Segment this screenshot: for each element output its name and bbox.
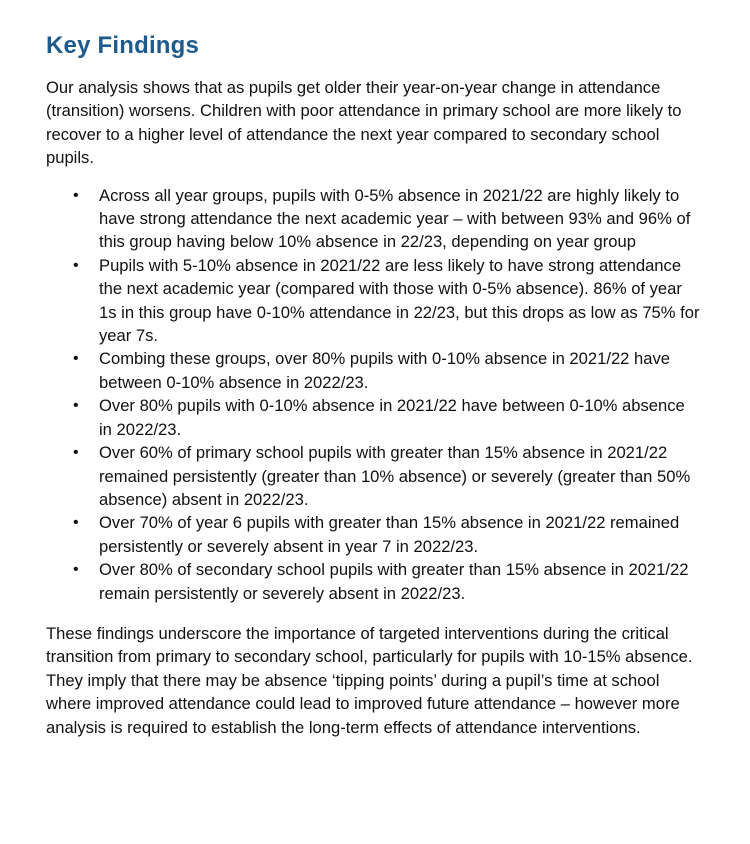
- list-item-text: Over 70% of year 6 pupils with greater than 15% absence in 2021/22 remained persistently or severely absent in year 7 in 2022/23.: [99, 513, 680, 556]
- intro-paragraph: Our analysis shows that as pupils get older their year-on-year change in attendance (transition) worsens. Children with poor attendance in primary school are more likely to recover to a higher level of attendance the next year compared to secondary school pupils.: [46, 78, 682, 168]
- list-item-text: Over 80% of secondary school pupils with greater than 15% absence in 2021/22 remain persistently or severely absent in 2022/23.: [99, 560, 689, 603]
- conclusion-paragraph: These findings underscore the importance of targeted interventions during the critical transition from primary to secondary school, particularly for pupils with 10-15% absence. They imply that there may be absence ‘tipping points’ during a pupil’s time at school where improved attendance could lead to improved future attendance – however more analysis is required to establish the long-term effects of attendance interventions.: [46, 623, 693, 737]
- bullet-icon: •: [73, 561, 79, 579]
- bullet-icon: •: [73, 350, 79, 368]
- list-item-text: Pupils with 5-10% absence in 2021/22 are less likely to have strong attendance the next academic year (compared with those with 0-5% absence). 86% of year 1s in this group have 0-10% attendance in 22/23, but this drops as low as 75% for year 7s.: [99, 255, 700, 346]
- bullet-icon: •: [73, 514, 79, 532]
- list-item: [46, 254, 710, 348]
- list-item-text: Over 60% of primary school pupils with greater than 15% absence in 2021/22 remained persistently (greater than 10% absence) or severely (greater than 50% absence) absent in 2022/23.: [99, 443, 691, 509]
- list-item: [46, 394, 710, 441]
- list-item: [46, 558, 710, 605]
- page-title: Key Findings: [46, 32, 200, 59]
- list-item-text: Combing these groups, over 80% pupils with 0-10% absence in 2021/22 have between 0-10% absence in 2022/23.: [99, 349, 671, 392]
- bullet-icon: •: [73, 256, 79, 274]
- findings-list: [46, 184, 710, 605]
- list-item: [46, 511, 710, 558]
- bullet-icon: •: [73, 444, 79, 462]
- list-item-text: Across all year groups, pupils with 0-5% absence in 2021/22 are highly likely to have strong attendance the next academic year – with between 93% and 96% of this group having below 10% absence in 22/23, depending on year group: [99, 185, 691, 252]
- list-item: [46, 184, 710, 254]
- list-item-text: Over 80% pupils with 0-10% absence in 2021/22 have between 0-10% absence in 2022/23.: [99, 396, 685, 439]
- bullet-icon: •: [73, 186, 79, 204]
- list-item: [46, 441, 710, 511]
- bullet-icon: •: [73, 397, 79, 415]
- list-item: [46, 347, 710, 394]
